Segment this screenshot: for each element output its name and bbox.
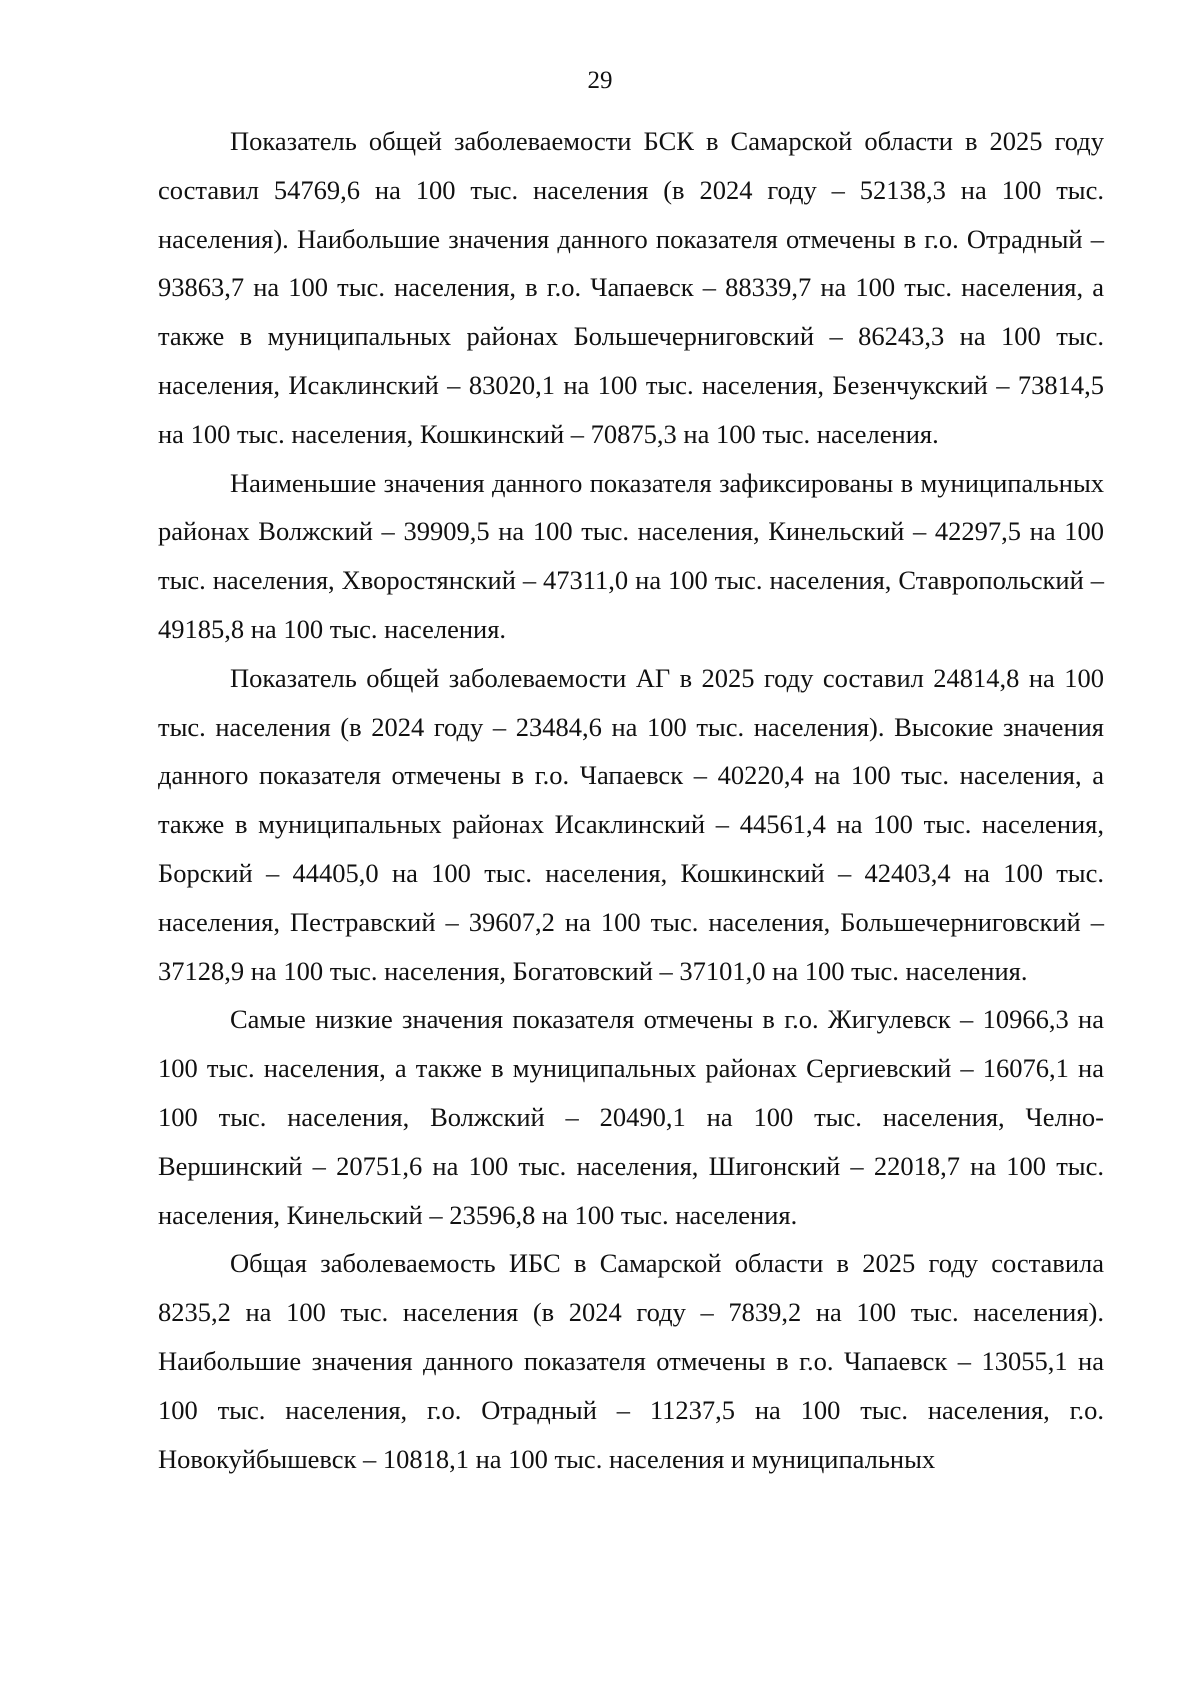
- paragraph-ibs-morbidity: Общая заболеваемость ИБС в Самарской области в 2025 году составила 8235,2 на 100 тыс. населения (в 2024 году – 7839,2 на 100 тыс. населения). Наибольшие значения данного показателя отмечены в г.о. Чапаевск – 13055,1 на 100 тыс. населения, г.о. Отрадный – 11237,5 на 100 тыс. населения, г.о. Новокуйбышевск – 10818,1 на 100 тыс. населения и муниципальных: [158, 1248, 1104, 1474]
- document-body: [158, 117, 1104, 1483]
- paragraph-ag-morbidity: Показатель общей заболеваемости АГ в 2025 году составил 24814,8 на 100 тыс. населения (в 2024 году – 23484,6 на 100 тыс. населения). Высокие значения данного показателя отмечены в г.о. Чапаевск – 40220,4 на 100 тыс. населения, а также в муниципальных районах Исаклинский – 44561,4 на 100 тыс. населения, Борский – 44405,0 на 100 тыс. населения, Кошкинский – 42403,4 на 100 тыс. населения, Пестравский – 39607,2 на 100 тыс. населения, Большечерниговский – 37128,9 на 100 тыс. населения, Богатовский – 37101,0 на 100 тыс. населения.: [158, 662, 1104, 986]
- page-number: 29: [587, 67, 613, 94]
- paragraph-bsk-lowest: Наименьшие значения данного показателя зафиксированы в муниципальных районах Волжский – 39909,5 на 100 тыс. населения, Кинельский – 42297,5 на 100 тыс. населения, Хворостянский – 47311,0 на 100 тыс. населения, Ставропольский – 49185,8 на 100 тыс. населения.: [158, 467, 1104, 644]
- paragraph-bsk-morbidity: Показатель общей заболеваемости БСК в Самарской области в 2025 году составил 54769,6 на 100 тыс. населения (в 2024 году – 52138,3 на 100 тыс. населения). Наибольшие значения данного показателя отмечены в г.о. Отрадный – 93863,7 на 100 тыс. населения, в г.о. Чапаевск – 88339,7 на 100 тыс. населения, а также в муниципальных районах Большечерниговский – 86243,3 на 100 тыс. населения, Исаклинский – 83020,1 на 100 тыс. населения, Безенчукский – 73814,5 на 100 тыс. населения, Кошкинский – 70875,3 на 100 тыс. населения.: [158, 126, 1104, 449]
- paragraph-ag-lowest: Самые низкие значения показателя отмечены в г.о. Жигулевск – 10966,3 на 100 тыс. населения, а также в муниципальных районах Сергиевский – 16076,1 на 100 тыс. населения, Волжский – 20490,1 на 100 тыс. населения, Челно-Вершинский – 20751,6 на 100 тыс. населения, Шигонский – 22018,7 на 100 тыс. населения, Кинельский – 23596,8 на 100 тыс. населения.: [158, 1004, 1104, 1230]
